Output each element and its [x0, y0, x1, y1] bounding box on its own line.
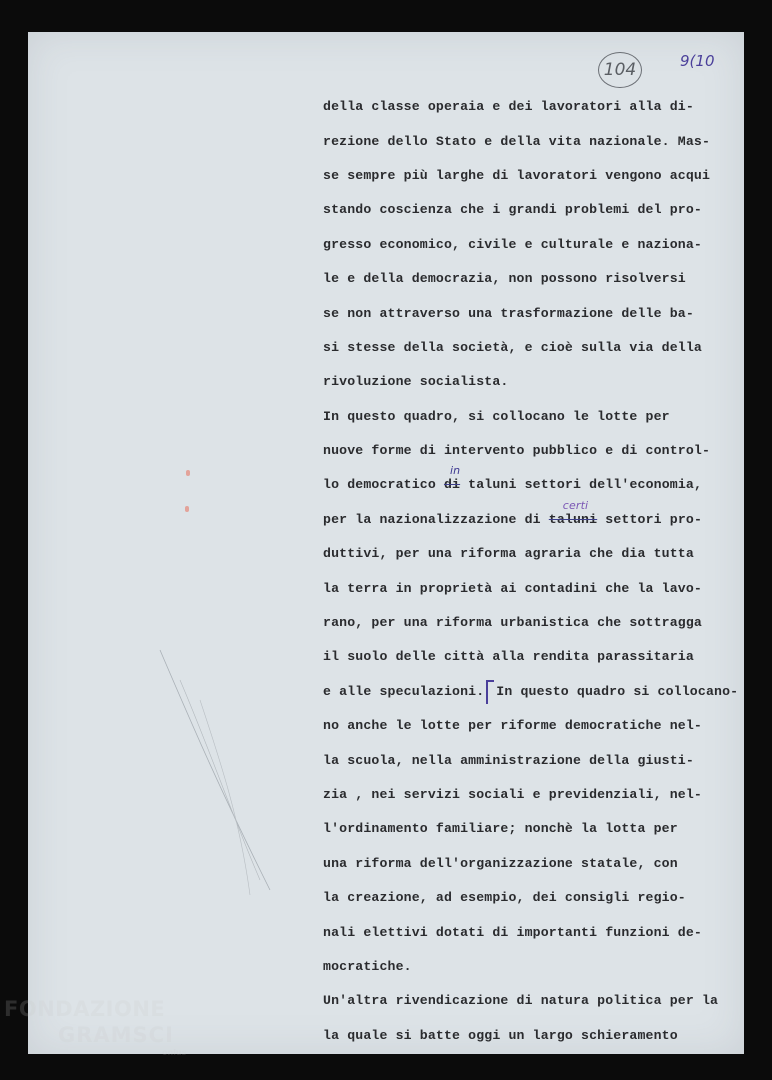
watermark-line: GRAMSCI [58, 1023, 174, 1047]
struck-text: taluni [548, 511, 598, 527]
fondazione-gramsci-watermark [4, 996, 194, 1066]
handwritten-insert: in [449, 464, 461, 478]
text-line: Un'altra rivendicazione di natura politica per la [323, 993, 719, 1009]
text-line-bracket [323, 675, 743, 709]
text-line: il suolo delle città alla rendita parassitaria [323, 649, 694, 665]
text-line: mocratiche. [323, 958, 412, 974]
text-segment: taluni settori dell'economia, [460, 477, 703, 493]
text-line: zia , nei servizi sociali e previdenziali, nel- [323, 787, 702, 802]
text-line: stando coscienza che i grandi problemi del pro- [323, 202, 702, 218]
text-line: la terra in proprietà ai contadini che la lavo- [323, 580, 702, 596]
text-line: no anche le lotte per riforme democratiche nel- [323, 718, 702, 734]
text-segment: In questo quadro si collocano- [496, 683, 739, 699]
red-mark [186, 470, 190, 476]
text-line: la quale si batte oggi un largo schieramento [323, 1027, 678, 1043]
text-line: nali elettivi dotati di importanti funzioni de- [323, 924, 702, 940]
handwritten-insert: certi [562, 498, 589, 512]
text-segment: e alle speculazioni. [323, 683, 485, 699]
text-line: la creazione, ad esempio, dei consigli regio- [323, 890, 686, 906]
text-line: rivoluzione socialista. [323, 374, 509, 390]
red-mark [185, 506, 189, 512]
watermark-line: FONDAZIONE [4, 997, 166, 1021]
text-line-correction [323, 498, 743, 537]
text-line: nuove forme di intervento pubblico e di control- [323, 443, 711, 459]
watermark-line: onlus [162, 1048, 187, 1057]
text-segment: settori pro- [597, 511, 703, 527]
correction [443, 464, 461, 497]
text-line: se sempre più larghe di lavoratori vengono acqui [323, 167, 711, 183]
text-line: rezione dello Stato e della vita nazionale. Mas- [323, 133, 711, 149]
text-line: In questo quadro, si collocano le lotte per [323, 408, 670, 424]
text-segment: lo democratico [323, 477, 444, 493]
text-line: duttivi, per una riforma agraria che dia tutta [323, 546, 694, 562]
text-line: le e della democrazia, non possono risolversi [323, 271, 686, 287]
correction [548, 498, 598, 532]
text-line-correction [323, 464, 743, 502]
typed-text-block [323, 90, 743, 1053]
text-line: una riforma dell'organizzazione statale, con [323, 855, 678, 871]
text-line: della classe operaia e dei lavoratori alla di- [323, 99, 694, 115]
text-line: la scuola, nella amministrazione della giusti- [323, 752, 694, 768]
page-number-stamp: 104 [598, 52, 642, 88]
struck-text: di [443, 477, 461, 493]
text-line: rano, per una riforma urbanistica che sottragga [323, 615, 702, 631]
text-segment: per la nazionalizzazione di [323, 511, 549, 527]
text-line: se non attraverso una trasformazione delle ba- [323, 305, 694, 321]
paragraph-bracket-mark [486, 680, 494, 704]
sheet-number-annotation: 9(10 [680, 52, 715, 70]
text-line: gresso economico, civile e culturale e naziona- [323, 236, 702, 252]
text-line: l'ordinamento familiare; nonchè la lotta per [323, 821, 678, 837]
text-line: si stesse della società, e cioè sulla via della [323, 339, 702, 355]
